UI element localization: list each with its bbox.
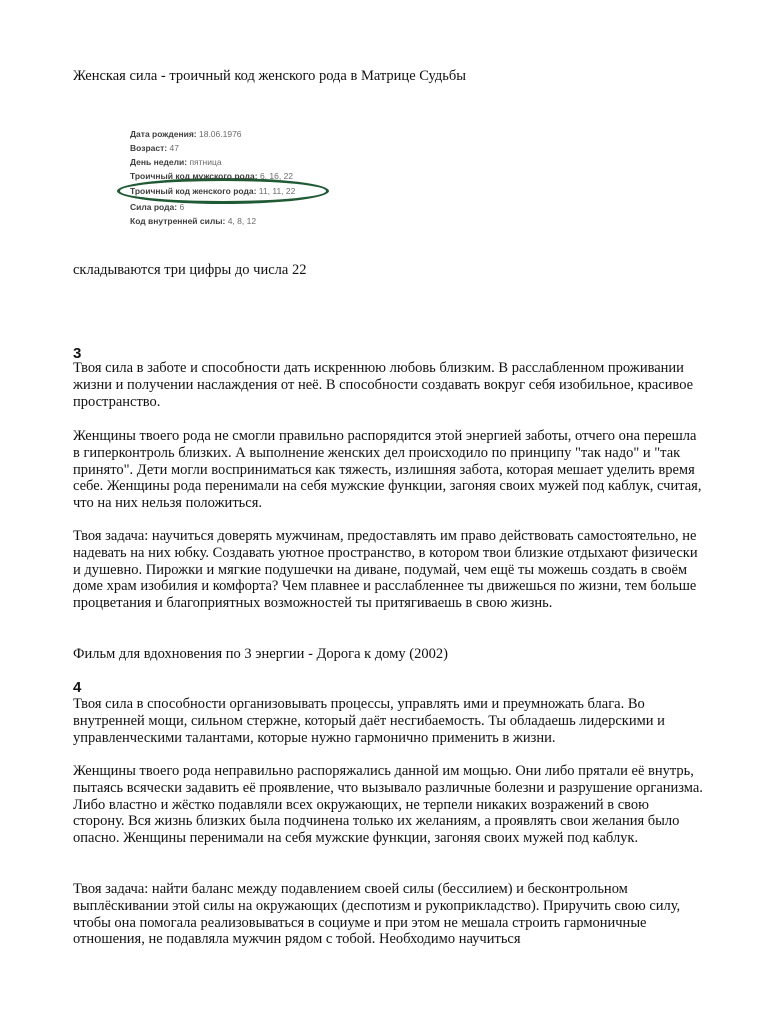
info-row-female-code: Троичный код женского рода: 11, 11, 22 xyxy=(130,186,296,196)
info-row-family-power: Сила рода: 6 xyxy=(130,202,185,212)
destiny-matrix-info-image xyxy=(113,122,338,234)
info-row-weekday: День недели: пятница xyxy=(130,157,222,167)
section-3-number: 3 xyxy=(73,345,82,362)
section-4-number: 4 xyxy=(73,679,82,696)
section-4-paragraph-2: Женщины твоего рода неправильно распоряжались данной им мощью. Они либо прятали её внутрь, пытаясь всячески задавить её проявление, что вызывало различные болезни и разрушение организма. Либо властно и жёстко подавляли всех окружающих, не терпели никаких возражений в свою сторону. Вся жизнь близких была подчинена только их желаниям, а проявлять свои желания было опасно. Женщины перенимали на себя мужские функции, загоняя своих мужей под каблук. xyxy=(73,763,703,847)
section-3-paragraph-2: Женщины твоего рода не смогли правильно распорядится этой энергией заботы, отчего она перешла в гиперконтроль близких. А выполнение женских дел происходило по принципу "так надо" и "так принято". Дети могли восприниматься как тяжесть, излишняя забота, которая мешает уделить время себе. Женщины рода перенимали на себя мужские функции, загоняя своих мужей под каблук, считая, что на них нельзя положиться. xyxy=(73,428,702,512)
section-4-paragraph-1: Твоя сила в способности организовывать процессы, управлять ими и преумножать блага. Во внутренней мощи, сильном стержне, который даёт несгибаемость. Ты обладаешь лидерскими и управленческими талантами, которые нужно гармонично применить в жизни. xyxy=(73,696,665,746)
section-3-paragraph-3: Твоя задача: научиться доверять мужчинам, предоставлять им право действовать самостоятельно, не надевать на них юбку. Создавать уютное пространство, в котором твои близкие отдыхают физически и душевно. Пирожки и мягкие подушечки на диване, подумай, чем ещё ты можешь создать в своём доме храм изобилия и комфорта? Чем плавнее и расслабленнее ты движешься по жизни, тем больше процветания и благоприятных возможностей ты притягиваешь в свою жизнь. xyxy=(73,528,698,612)
info-row-male-code: Троичный код мужского рода: 6, 16, 22 xyxy=(130,171,294,181)
intro-text: складываются три цифры до числа 22 xyxy=(73,262,307,278)
section-3-film: Фильм для вдохновения по 3 энергии - Дорога к дому (2002) xyxy=(73,646,448,662)
info-row-birthdate: Дата рождения: 18.06.1976 xyxy=(130,129,242,139)
section-3-paragraph-1: Твоя сила в заботе и способности дать искреннюю любовь близким. В расслабленном проживании жизни и получении наслаждения от неё. В способности создавать вокруг себя изобильное, красивое пространство. xyxy=(73,360,694,410)
section-4-paragraph-3: Твоя задача: найти баланс между подавлением своей силы (бессилием) и бесконтрольном выплёскивании этой силы на окружающих (деспотизм и рукоприкладство). Приручить свою силу, чтобы она помогала реализовываться в социуме и при этом не мешала строить гармоничные отношения, не подавляла мужчин рядом с тобой. Необходимо научиться xyxy=(73,881,681,948)
page-title: Женская сила - троичный код женского рода в Матрице Судьбы xyxy=(73,68,467,84)
info-row-inner-power-code: Код внутренней силы: 4, 8, 12 xyxy=(130,216,257,226)
info-row-age: Возраст: 47 xyxy=(130,143,179,153)
